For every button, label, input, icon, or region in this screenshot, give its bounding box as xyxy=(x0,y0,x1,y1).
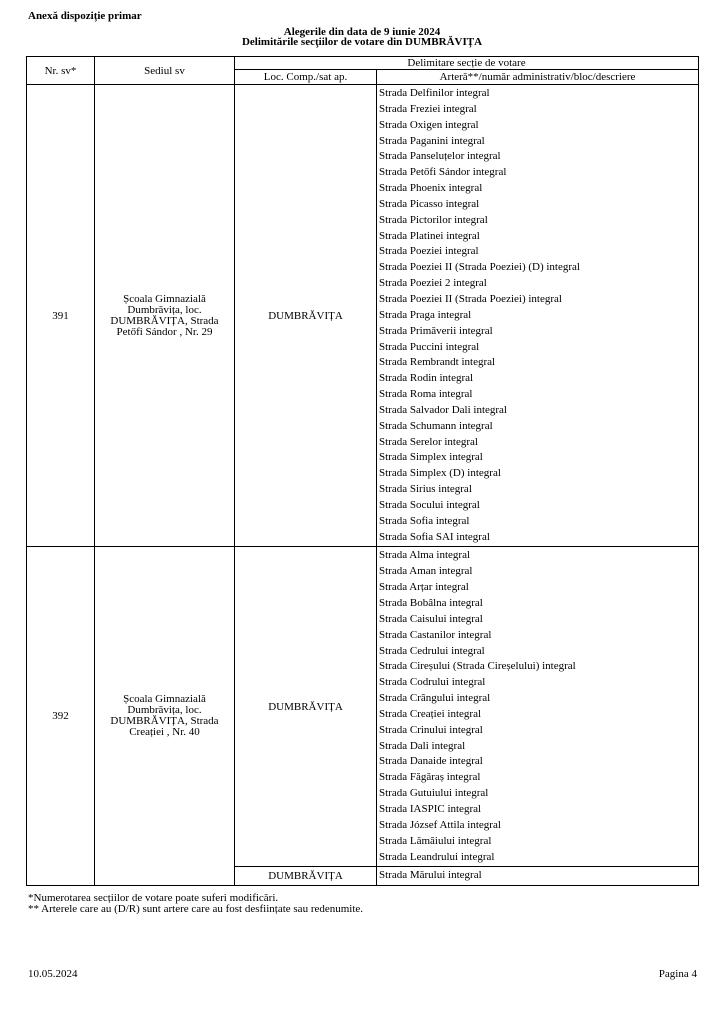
street-item: Strada Făgăraș integral xyxy=(379,771,481,784)
street-item: Strada Oxigen integral xyxy=(379,118,479,131)
footnote-numbering: *Numerotarea secțiilor de votare poate suferi modificări. xyxy=(28,892,279,904)
headquarters-line: Dumbrăvița, loc. xyxy=(127,704,202,717)
street-item: Strada Creației integral xyxy=(379,707,482,720)
section-headquarters xyxy=(95,547,235,886)
street-item: Strada Paganini integral xyxy=(379,134,485,147)
street-item: Strada Rembrandt integral xyxy=(379,356,496,369)
street-item: Strada Serelor integral xyxy=(379,435,478,448)
annex-label: Anexă dispoziție primar xyxy=(28,10,142,22)
street-item: Strada Lămâiului integral xyxy=(379,834,492,847)
street-item: Strada Mărului integral xyxy=(379,869,482,882)
street-item: Strada Picasso integral xyxy=(379,197,480,210)
street-item: Strada Cedrului integral xyxy=(379,644,485,657)
footnotes xyxy=(28,893,363,915)
street-item: Strada IASPIC integral xyxy=(379,802,482,815)
street-item: Strada Puccini integral xyxy=(379,340,480,353)
street-item: Strada Gutuiului integral xyxy=(379,787,489,800)
street-item: Strada Poeziei integral xyxy=(379,245,479,258)
section-locality: DUMBRĂVIȚA xyxy=(235,85,377,547)
headquarters-line: Petőfi Sándor , Nr. 29 xyxy=(116,325,213,338)
section-streets xyxy=(377,867,699,886)
section-streets xyxy=(377,85,699,547)
street-item: Strada Simplex integral xyxy=(379,451,483,464)
street-item: Strada Panseluțelor integral xyxy=(379,150,501,163)
street-item: Strada Poeziei 2 integral xyxy=(379,277,487,290)
footer-page-number: Pagina 4 xyxy=(658,968,697,980)
street-item: Strada Socului integral xyxy=(379,498,480,511)
section-row xyxy=(27,547,699,867)
street-item: Strada Codrului integral xyxy=(379,676,486,689)
street-item: Strada Simplex (D) integral xyxy=(379,467,501,480)
headquarters-line: DUMBRĂVIȚA, Strada xyxy=(110,715,219,728)
street-item: Strada Danaide integral xyxy=(379,755,483,768)
footnote-arteries: ** Arterele care au (D/R) sunt artere care au fost desființate sau redenumite. xyxy=(28,903,364,915)
street-item: Strada Primăverii integral xyxy=(379,324,493,337)
headquarters-line: Creației , Nr. 40 xyxy=(129,726,200,739)
street-item: Strada Crângului integral xyxy=(379,692,491,705)
street-item: Strada Castanilor integral xyxy=(379,628,492,641)
street-item: Strada József Attila integral xyxy=(379,818,501,831)
headquarters-line: DUMBRĂVIȚA, Strada xyxy=(110,314,219,327)
street-item: Strada Cireșului (Strada Cireșelului) integral xyxy=(379,660,576,673)
street-item: Strada Rodin integral xyxy=(379,372,474,385)
street-item: Strada Schumann integral xyxy=(379,419,493,432)
header-loc: Loc. Comp./sat ap. xyxy=(235,70,377,85)
header-sediu-sv: Sediul sv xyxy=(95,57,235,85)
section-headquarters xyxy=(95,85,235,547)
document-title xyxy=(0,27,724,47)
street-item: Strada Phoenix integral xyxy=(379,182,483,195)
headquarters-line: Dumbrăvița, loc. xyxy=(127,303,202,316)
footer-date: 10.05.2024 xyxy=(28,968,78,980)
street-item: Strada Poeziei II (Strada Poeziei) (D) integral xyxy=(379,261,580,274)
street-item: Strada Arțar integral xyxy=(379,581,469,594)
street-item: Strada Freziei integral xyxy=(379,102,477,115)
sections-table xyxy=(26,56,699,886)
street-item: Strada Praga integral xyxy=(379,308,472,321)
title-delimitation: Delimitările secţiilor de votare din DUMBRĂVIȚA xyxy=(241,36,483,48)
section-number: 391 xyxy=(27,85,95,547)
street-item: Strada Crinului integral xyxy=(379,723,483,736)
street-item: Strada Caisului integral xyxy=(379,612,483,625)
street-item: Strada Aman integral xyxy=(379,565,473,578)
section-number: 392 xyxy=(27,547,95,886)
street-item: Strada Pictorilor integral xyxy=(379,213,488,226)
street-item: Strada Dali integral xyxy=(379,739,466,752)
street-item: Strada Platinei integral xyxy=(379,229,480,242)
street-item: Strada Salvador Dali integral xyxy=(379,403,507,416)
headquarters-line: Școala Gimnazială xyxy=(123,693,206,706)
headquarters-line: Școala Gimnazială xyxy=(123,292,206,305)
title-election: Alegerile din data de 9 iunie 2024 xyxy=(283,26,441,38)
street-item: Strada Sofia SAI integral xyxy=(379,530,490,543)
section-row xyxy=(27,85,699,547)
street-item: Strada Leandrului integral xyxy=(379,850,495,863)
street-item: Strada Sofia integral xyxy=(379,514,470,527)
street-item: Strada Roma integral xyxy=(379,388,473,401)
section-locality: DUMBRĂVIȚA xyxy=(235,867,377,886)
section-streets xyxy=(377,547,699,867)
street-item: Strada Poeziei II (Strada Poeziei) integral xyxy=(379,292,562,305)
street-item: Strada Bobâlna integral xyxy=(379,597,483,609)
street-item: Strada Petőfi Sándor integral xyxy=(379,166,507,179)
street-item: Strada Alma integral xyxy=(379,549,471,562)
header-artera: Arteră**/număr administrativ/bloc/descriere xyxy=(377,70,699,85)
sections-body xyxy=(27,85,699,886)
street-item: Strada Sirius integral xyxy=(379,483,472,496)
header-nr-sv: Nr. sv* xyxy=(27,57,95,85)
section-locality: DUMBRĂVIȚA xyxy=(235,547,377,867)
header-delimitare: Delimitare secție de votare xyxy=(235,57,699,70)
street-item: Strada Delfinilor integral xyxy=(379,87,490,99)
